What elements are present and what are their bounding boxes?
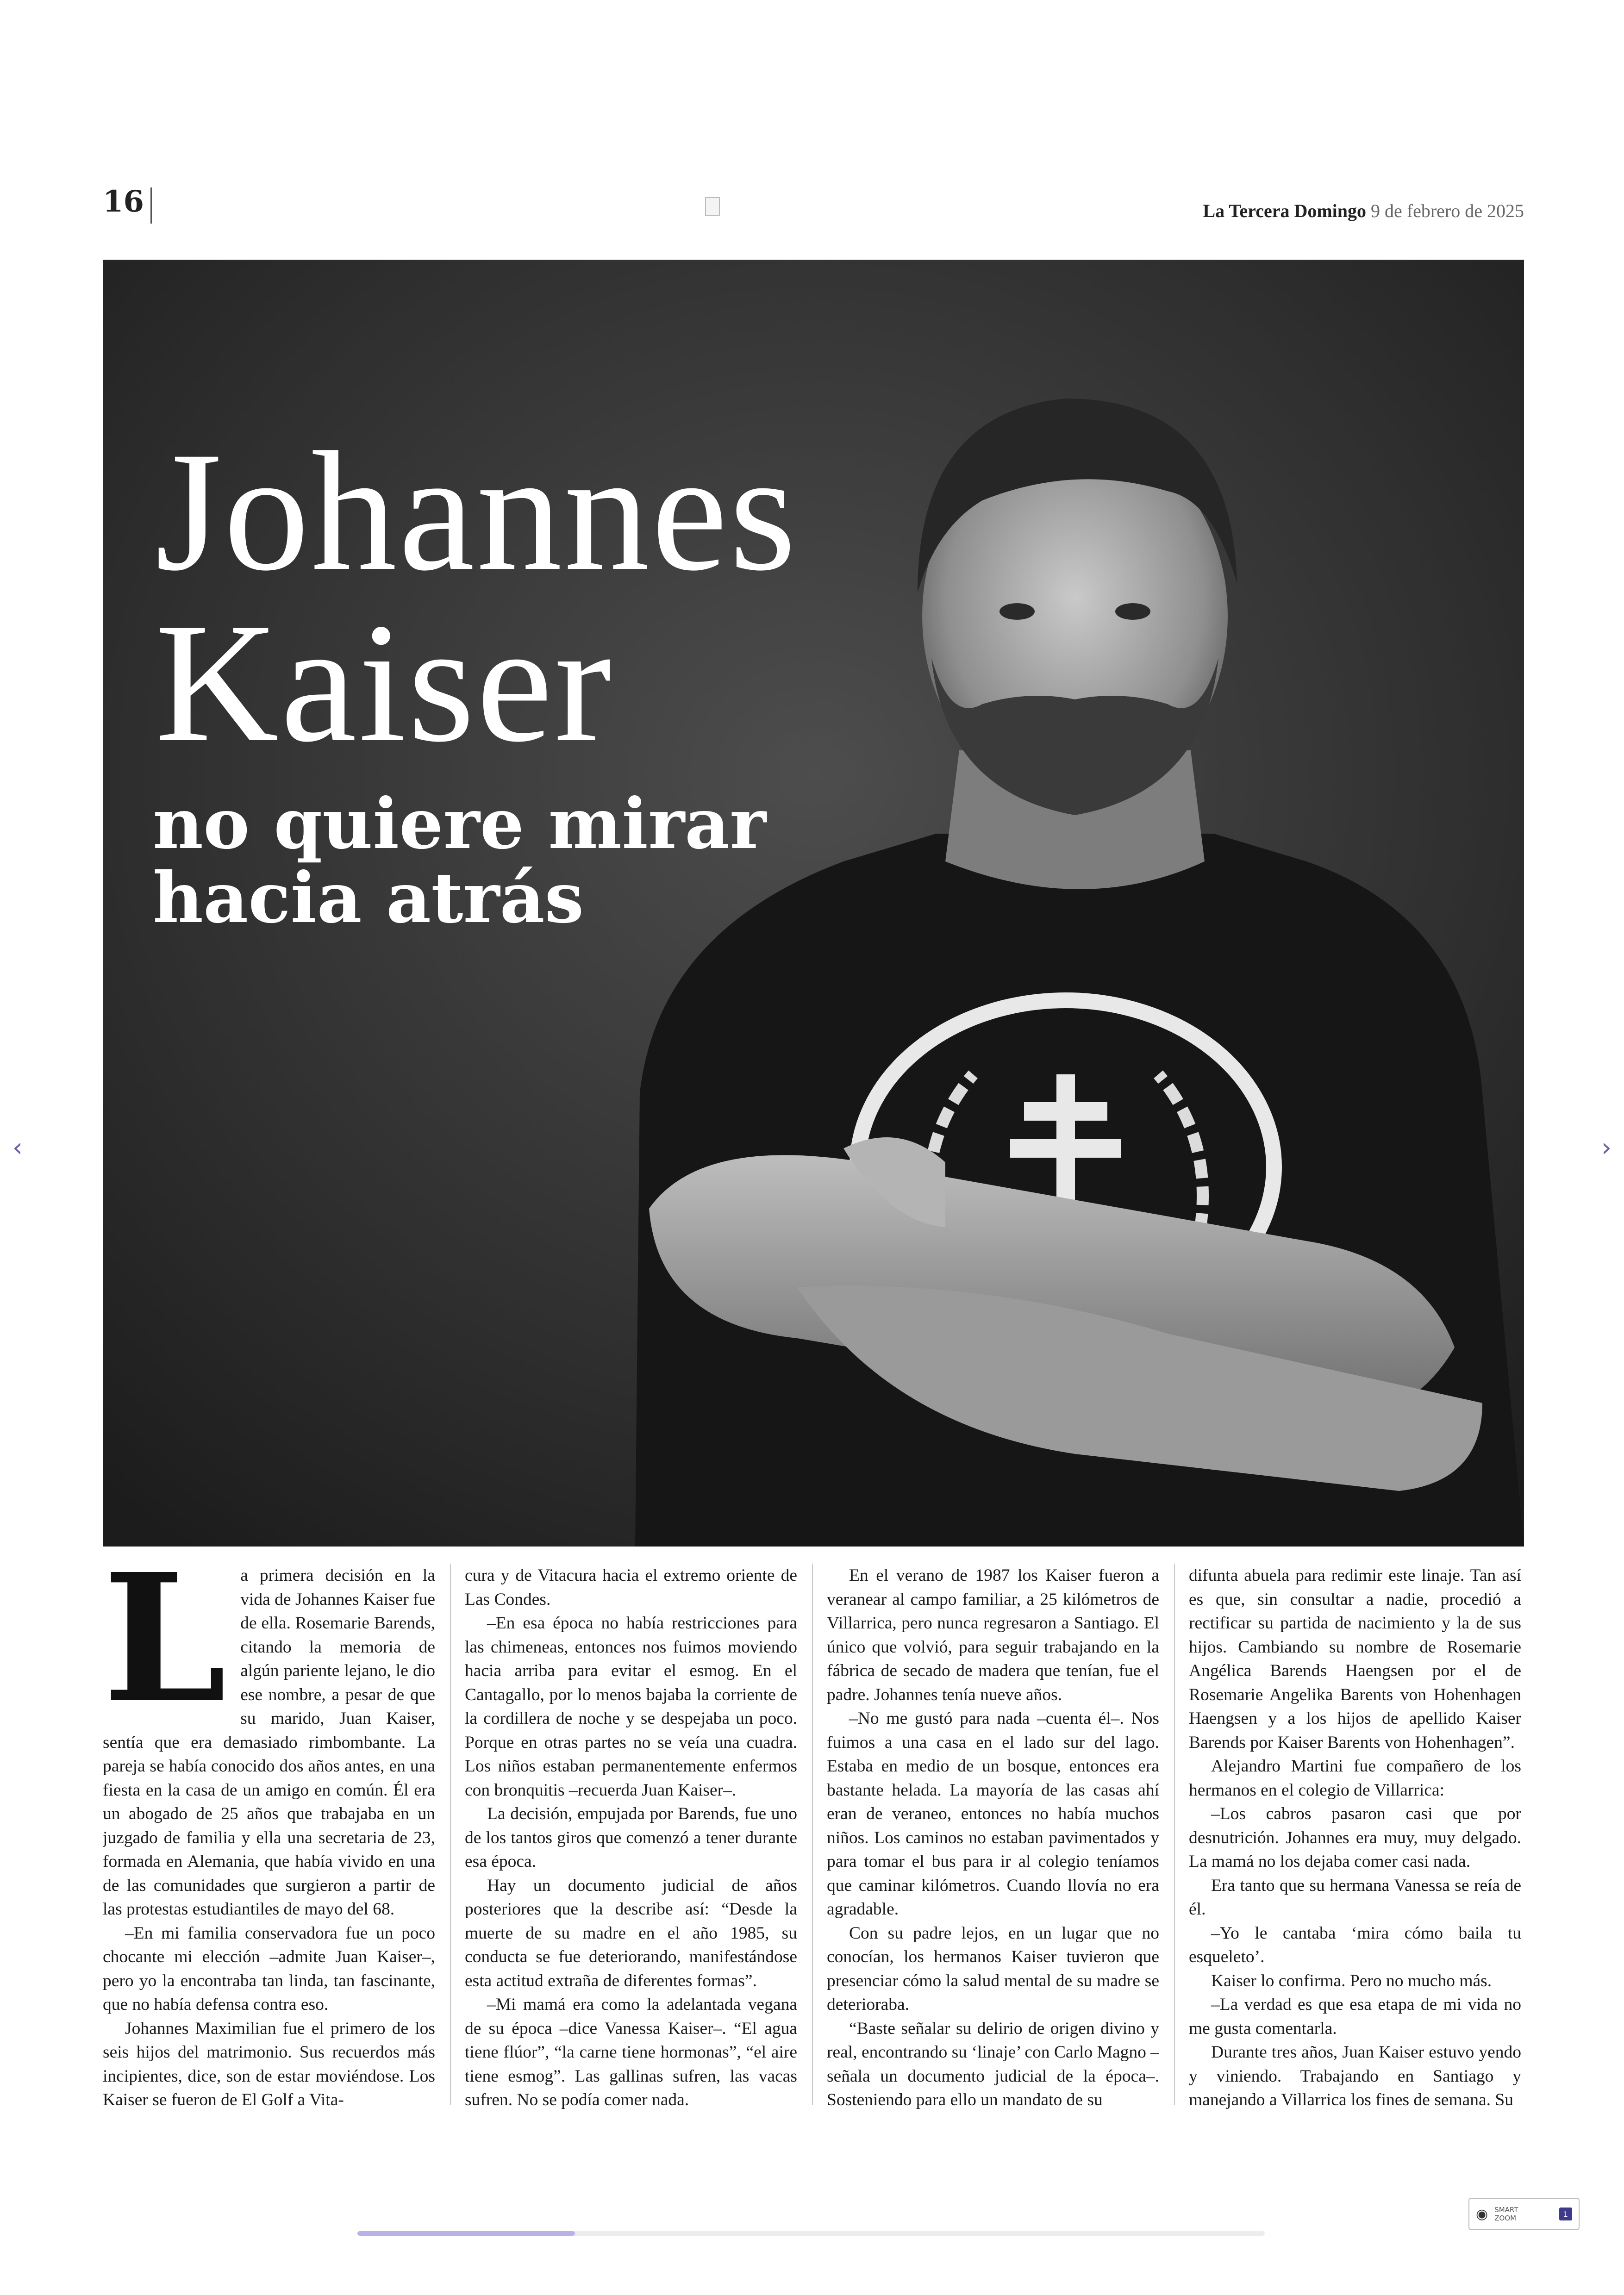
smart-zoom-label-line-1: SMART: [1494, 2206, 1518, 2214]
paragraph: –La verdad es que esa etapa de mi vida no me gusta comentarla.: [1189, 1995, 1521, 2038]
paragraph: “Baste señalar su delirio de origen divino y real, encontrando su ‘linaje’ con Carlo Magno –señala un documento judicial de la época–. Sosteniendo para ello un mandato de su: [827, 2019, 1159, 2109]
smart-zoom-badge: 1: [1559, 2208, 1572, 2220]
paragraph: Johannes Maximilian fue el primero de los seis hijos del matrimonio. Sus recuerdos más incipientes, dice, son de estar moviéndose. Los Kaiser se fueron de El Golf a Vita-: [103, 2019, 435, 2109]
chevron-right-icon[interactable]: ›: [1601, 1132, 1612, 1163]
chevron-left-icon[interactable]: ‹: [12, 1132, 23, 1163]
paragraph: Kaiser lo confirma. Pero no mucho más.: [1211, 1971, 1492, 1990]
paragraph: En el verano de 1987 los Kaiser fueron a veranear al campo familiar, a 25 kilómetros de Villarrica, pero nunca regresaron a Santiago. El único que volvió, para seguir trabajando en la fábrica de secado de madera que tenían, fue el padre. Johannes tenía nueve años.: [827, 1566, 1159, 1704]
column-divider: [1174, 1564, 1175, 2105]
paragraph: Con su padre lejos, en un lugar que no conocían, los hermanos Kaiser tuvieron que presenciar cómo la salud mental de su madre se deterioraba.: [827, 1923, 1159, 2014]
headline-first-name: Johannes: [155, 417, 798, 606]
drop-cap: L: [103, 1564, 227, 1742]
paragraph: –Los cabros pasaron casi que por desnutrición. Johannes era muy, muy delgado. La mamá no los dejaba comer casi nada.: [1189, 1804, 1521, 1871]
headline-name: [155, 417, 798, 778]
headline-subtitle: [153, 783, 767, 939]
paragraph: –Yo le cantaba ‘mira cómo baila tu esqueleto’.: [1189, 1923, 1521, 1966]
smart-zoom-button[interactable]: [1468, 2198, 1580, 2230]
article-column-1: [103, 1564, 435, 2119]
column-divider: [812, 1564, 813, 2105]
paragraph: Alejandro Martini fue compañero de los hermanos en el colegio de Villarrica:: [1189, 1757, 1521, 1800]
article-column-3: [827, 1564, 1159, 2119]
publication-name: La Tercera Domingo: [1203, 200, 1367, 221]
smart-zoom-label: [1494, 2206, 1553, 2222]
article-column-4: [1189, 1564, 1521, 2119]
paragraph: –En mi familia conservadora fue un poco chocante mi elección –admite Juan Kaiser–, pero yo la encontraba tan linda, tan fascinante, que no había defensa contra eso.: [103, 1923, 435, 2014]
paragraph: Era tanto que su hermana Vanessa se reía de él.: [1189, 1876, 1521, 1919]
article-column-2: [465, 1564, 797, 2119]
paragraph: Hay un documento judicial de años posteriores que la describe así: “Desde la muerte de su madre en el año 1985, su conducta se fue deteriorando, manifestándose esta actitud extraña de diferentes formas”.: [465, 1876, 797, 1990]
page-number-divider: [150, 187, 152, 224]
paragraph: difunta abuela para redimir este linaje. Tan así es que, sin consultar a nadie, procedió a rectificar su partida de nacimiento y la de sus hijos. Cambiando su nombre de Rosemarie Angélica Barends Haengsen por el de Rosemarie Angelika Barents von Hohenhagen Haengsen y a los hijos de apellido Kaiser Barends por Kaiser Barents von Hohenhagen”.: [1189, 1566, 1521, 1752]
smart-zoom-label-line-2: ZOOM: [1494, 2214, 1517, 2222]
paragraph: –En esa época no había restricciones para las chimeneas, entonces nos fuimos moviendo hacia arriba para evitar el esmog. En el Cantagallo, por lo menos bajaba la corriente de la cordillera de noche y se despejaba un poco. Porque en otras partes no se veía una cuadra. Los niños estaban permanentemente enfermos con bronquitis –recuerda Juan Kaiser–.: [465, 1614, 797, 1800]
paragraph: cura y de Vitacura hacia el extremo oriente de Las Condes.: [465, 1566, 797, 1609]
headline-last-name: Kaiser: [155, 588, 613, 778]
page-scrollbar-thumb[interactable]: [357, 2231, 575, 2236]
page-thumbnail-icon: [705, 197, 720, 216]
paragraph: a primera decisión en la vida de Johannes Kaiser fue de ella. Rosemarie Barends, citando la memoria de algún pariente lejano, le dio ese nombre, a pesar de que su marido, Juan Kaiser, sentía que era demasiado rimbombante. La pareja se había conocido dos años antes, en una fiesta en la casa de un amigo en común. Él era un abogado de 25 años que trabajaba en un juzgado de familia y ella una secretaria de 23, formada en Alemania, que había vivido en una de las comunidades que surgieron a partir de las protestas estudiantiles de mayo del 68.: [103, 1566, 435, 1919]
paragraph: Durante tres años, Juan Kaiser estuvo yendo y viniendo. Trabajando en Santiago y manejando a Villarrica los fines de semana. Su: [1189, 2043, 1521, 2109]
masthead: [1203, 200, 1524, 222]
eye-icon: ◉: [1476, 2206, 1488, 2222]
paragraph: –Mi mamá era como la adelantada vegana de su época –dice Vanessa Kaiser–. “El agua tiene flúor”, “la carne tiene hormonas”, “el aire tiene esmog”. Las gallinas sufren, las vacas sufren. No se podía comer nada.: [465, 1995, 797, 2109]
page-scrollbar[interactable]: [357, 2231, 1265, 2236]
subtitle-line-2: hacia atrás: [153, 857, 584, 939]
page-number: 16: [103, 184, 144, 219]
subtitle-line-1: no quiere mirar: [153, 783, 767, 865]
paragraph: La decisión, empujada por Barends, fue uno de los tantos giros que comenzó a tener durante esa época.: [465, 1804, 797, 1871]
publication-date: 9 de febrero de 2025: [1371, 200, 1524, 221]
paragraph: –No me gustó para nada –cuenta él–. Nos fuimos a una casa en el lado sur del lago. Estaba en medio de un bosque, entonces era bastante helada. La mayoría de las casas ahí eran de veraneo, entonces no había muchos niños. Los caminos no estaban pavimentados y para tomar el bus para ir al colegio teníamos que caminar kilómetros. Cuando llovía no era agradable.: [827, 1709, 1159, 1919]
column-divider: [450, 1564, 451, 2105]
article-body: [103, 1564, 1524, 2119]
